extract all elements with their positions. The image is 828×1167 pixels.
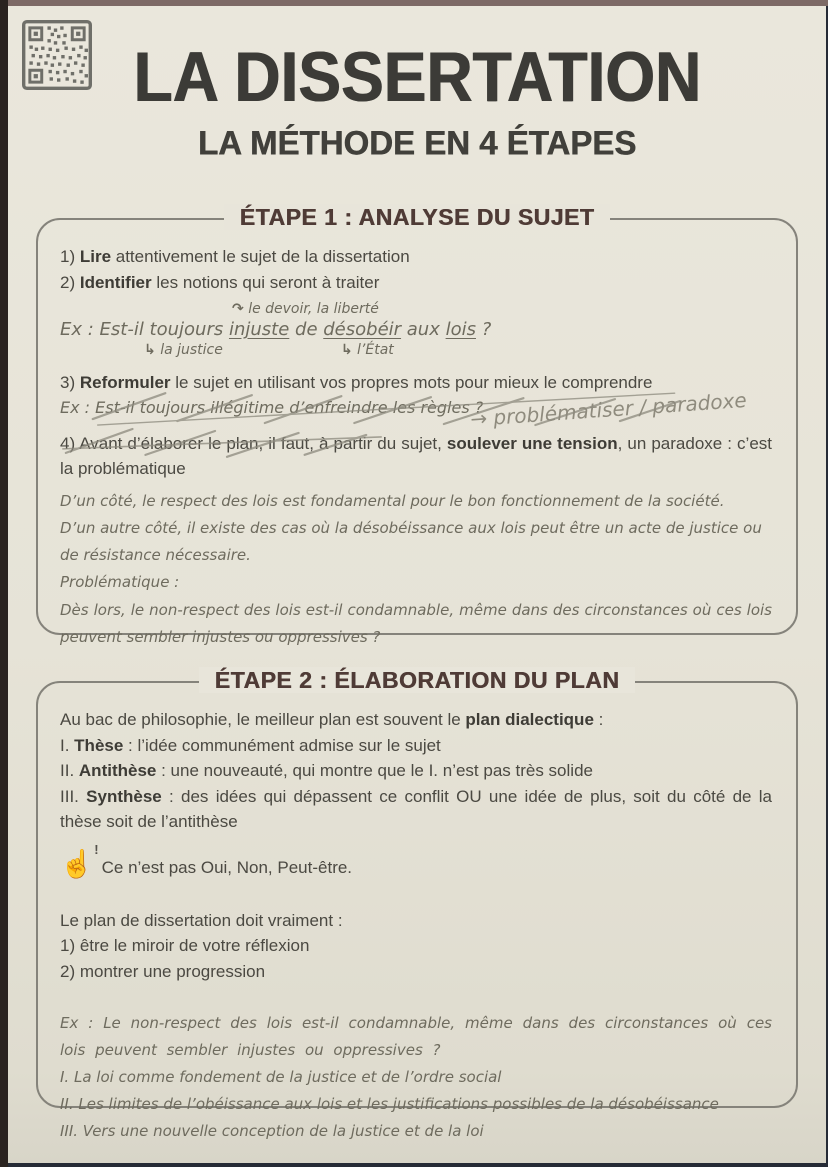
step4-text-pre: 4) Avant d’élaborer le plan, il faut, à partir du sujet, bbox=[60, 433, 447, 453]
example-plan-item: II. Les limites de l’obéissance aux lois et les justifications possibles de la désobéissance bbox=[60, 1095, 719, 1113]
plan-keyword-antithese: Antithèse bbox=[78, 761, 157, 780]
exclamation-mark: ! bbox=[94, 841, 99, 857]
plan-synthese-line: III. Synthèse : des idées qui dépassent ce conflit OU une idée de plus, soit du côté de la thèse soit de l’antithèse bbox=[60, 786, 773, 831]
etape1-header-label: ÉTAPE 1 : ANALYSE DU SUJET bbox=[224, 204, 611, 230]
plan-numeral: II. bbox=[60, 761, 79, 780]
step3-line-crossed-out bbox=[60, 370, 772, 396]
step1-text: attentivement le sujet de la dissertation bbox=[111, 247, 410, 266]
plan-numeral: III. bbox=[60, 786, 87, 806]
step3-keyword: Reformuler bbox=[79, 373, 171, 392]
requirement-item: 2) montrer une progression bbox=[60, 961, 266, 981]
down-arrow-icon: ↳ bbox=[340, 342, 353, 358]
page-subtitle: LA MÉTHODE EN 4 ÉTAPES bbox=[197, 123, 637, 162]
example-plan-item: I. La loi comme fondement de la justice et de l’ordre social bbox=[60, 1068, 502, 1086]
step2-line bbox=[60, 270, 772, 296]
warning-row bbox=[60, 841, 772, 879]
step4-keyword: soulever une tension bbox=[446, 433, 618, 453]
plan-keyword-synthese: Synthèse bbox=[86, 786, 162, 806]
worksheet-page bbox=[8, 6, 826, 1163]
step2-keyword: Identifier bbox=[79, 272, 152, 292]
etape2-section bbox=[36, 667, 798, 1140]
example-plan-block bbox=[60, 1010, 772, 1145]
intro-keyword: plan dialectique bbox=[465, 710, 594, 729]
down-arrow-icon: ↳ bbox=[144, 342, 156, 358]
step3-number: 3) bbox=[60, 373, 80, 392]
intro-text-pre: Au bac de philosophie, le meilleur plan est souvent le bbox=[60, 710, 466, 729]
step4-paragraph bbox=[60, 431, 772, 482]
warning-text: Ce n’est pas Oui, Non, Peut-être. bbox=[101, 857, 353, 877]
etape2-header-label: ÉTAPE 2 : ÉLABORATION DU PLAN bbox=[199, 667, 636, 693]
requirements-intro: Le plan de dissertation doit vraiment : bbox=[60, 910, 343, 930]
plan-these-line: I. Thèse : l’idée communément admise sur le sujet bbox=[60, 735, 441, 755]
step1-line bbox=[60, 244, 772, 270]
step1-keyword: Lire bbox=[79, 247, 112, 266]
plan-keyword-these: Thèse bbox=[74, 735, 124, 755]
example2-line-crossed-out: Ex : Est-il toujours illégitime d’enfreindre les règles ? bbox=[60, 397, 484, 417]
example1-line: Ex : Est-il toujours injuste de désobéir aux lois ? bbox=[60, 319, 492, 340]
photo-background-left-edge bbox=[0, 0, 8, 1167]
example-plan-item: III. Vers une nouvelle conception de la justice et de la loi bbox=[60, 1122, 484, 1140]
intro-line bbox=[60, 707, 772, 733]
requirements-block bbox=[60, 908, 772, 985]
example-question: Ex : Le non-respect des lois est-il condamnable, même dans des circonstances où ces lois peuvent sembler injustes ou oppressives ? bbox=[60, 1014, 772, 1059]
etape2-header bbox=[38, 667, 796, 694]
script-line: D’un côté, le respect des lois est fondamental pour le bon fonctionnement de la société. bbox=[60, 491, 725, 510]
example1-underlined-desobeir: désobéir bbox=[323, 319, 402, 340]
plan-antithese-line: II. Antithèse : une nouveauté, qui montre que le I. n’est pas très solide bbox=[60, 761, 593, 780]
curved-arrow-icon: ↷ bbox=[232, 301, 244, 317]
annotation-row bbox=[60, 342, 772, 358]
pointing-hand-icon: ☝ ! bbox=[60, 841, 99, 879]
example1-underlined-lois: lois bbox=[445, 319, 476, 340]
pencil-handwriting-note: → problématiser / paradoxe bbox=[469, 387, 748, 432]
annotation-justice: ↳ la justice bbox=[144, 342, 223, 358]
annotation-devoir-liberte bbox=[232, 301, 772, 317]
script-line: Problématique : bbox=[60, 573, 180, 592]
example1-prefix: Ex : Est-il toujours bbox=[60, 319, 229, 340]
intro-text-post: : bbox=[593, 710, 604, 729]
step1-number: 1) bbox=[60, 247, 80, 266]
step2-number: 2) bbox=[60, 272, 80, 292]
etape1-section bbox=[36, 204, 798, 646]
script-line: D’un autre côté, il existe des cas où la désobéissance aux lois peut être un acte de justice ou de résistance nécessaire. bbox=[60, 518, 762, 565]
plan-numeral: I. bbox=[60, 735, 75, 755]
step4-text-post: , un paradoxe : c’est la problématique bbox=[60, 433, 773, 478]
example1-underlined-injuste: injuste bbox=[228, 319, 290, 340]
etape1-header bbox=[38, 204, 796, 231]
annotation-devoir-liberte-text: le devoir, la liberté bbox=[248, 301, 379, 317]
requirement-item: 1) être le miroir de votre réflexion bbox=[60, 936, 310, 955]
step2-text: les notions qui seront à traiter bbox=[151, 272, 380, 292]
step3-text: le sujet en utilisant vos propres mots pour mieux le comprendre bbox=[170, 373, 653, 392]
annotation-etat: ↳ l’État bbox=[340, 342, 394, 358]
script-line: Dès lors, le non-respect des lois est-il condamnable, même dans des circonstances où ces lois peuvent sembler injustes ou oppressives ? bbox=[60, 600, 772, 646]
problematique-block bbox=[60, 488, 772, 652]
page-title: LA DISSERTATION bbox=[133, 37, 701, 117]
